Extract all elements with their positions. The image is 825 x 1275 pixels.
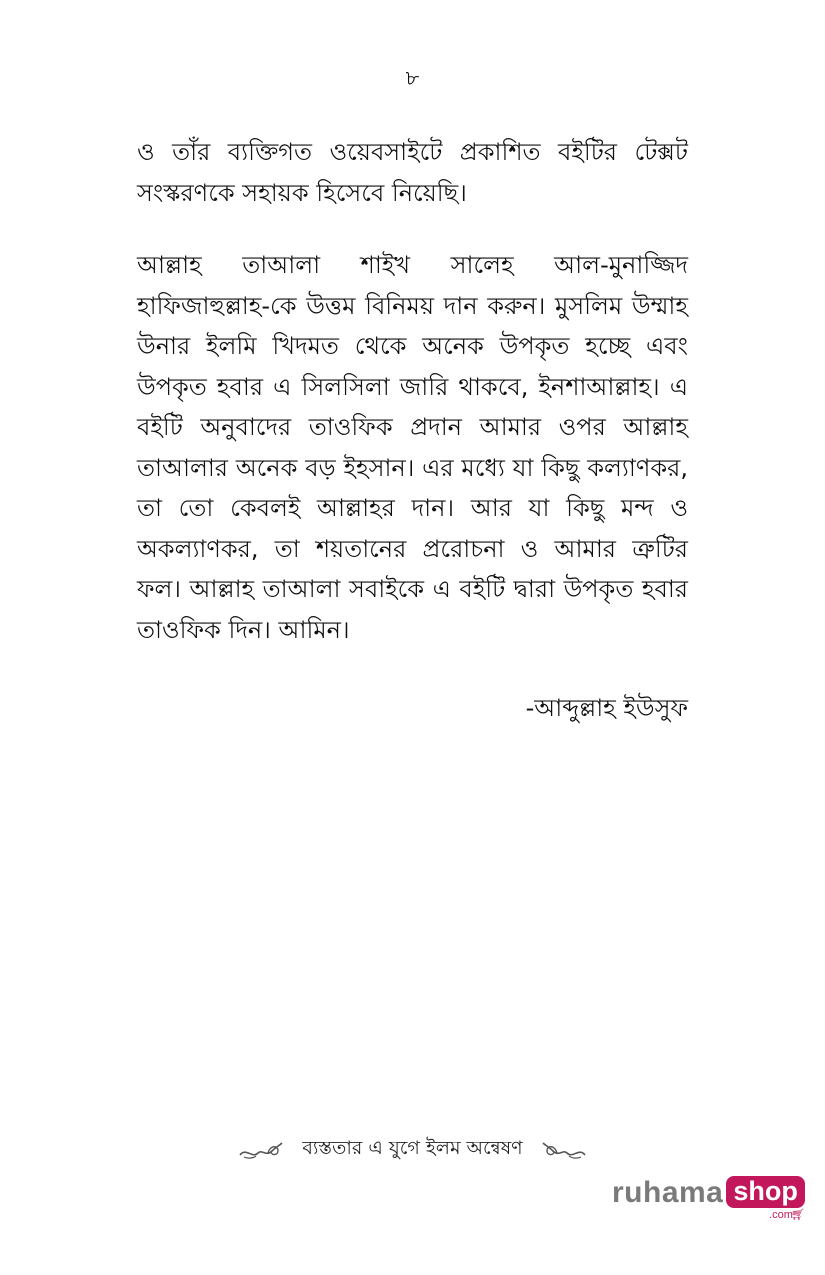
logo-shop-badge (726, 1176, 805, 1221)
book-title: ব্যস্ততার এ যুগে ইলম অন্বেষণ (302, 1137, 523, 1159)
logo-text-ruhama: ruhama (612, 1176, 724, 1209)
right-flourish-icon (541, 1139, 587, 1161)
page-footer (0, 1134, 825, 1166)
page-number: ৮ (405, 66, 420, 90)
cart-icon: 🛒︎ (790, 1209, 805, 1221)
logo-text-domain: .com (769, 1209, 793, 1221)
page-content (137, 132, 688, 728)
paragraph-dua: আল্লাহ তাআলা শাইখ সালেহ আল-মুনাজ্জিদ হাফিজাহুল্লাহ-কে উত্তম বিনিময় দান করুন। মুসলিম উম্মাহ উনার ইলমি খিদমত থেকে অনেক উপকৃত হচ্ছে এবং উপকৃত হবার এ সিলসিলা জারি থাকবে, ইনশাআল্লাহ। এ বইটি অনুবাদের তাওফিক প্রদান আমার ওপর আল্লাহ তাআলার অনেক বড় ইহসান। এর মধ্যে যা কিছু কল্যাণকর, তা তো কেবলই আল্লাহর দান। আর যা কিছু মন্দ ও অকল্যাণকর, তা শয়তানের প্ররোচনা ও আমার ত্রুটির ফল। আল্লাহ তাআলা সবাইকে এ বইটি দ্বারা উপকৃত হবার তাওফিক দিন। আমিন। (137, 251, 688, 644)
logo-text-shop: shop (726, 1176, 805, 1208)
paragraph-acknowledgement: ও তাঁর ব্যক্তিগত ওয়েবসাইটে প্রকাশিত বইটির টেক্সট সংস্করণকে সহায়ক হিসেবে নিয়েছি। (137, 138, 688, 207)
ruhamashop-watermark-logo (612, 1176, 805, 1221)
left-flourish-icon (238, 1139, 284, 1161)
author-signature: -আব্দুল্লাহ ইউসুফ (525, 694, 688, 722)
